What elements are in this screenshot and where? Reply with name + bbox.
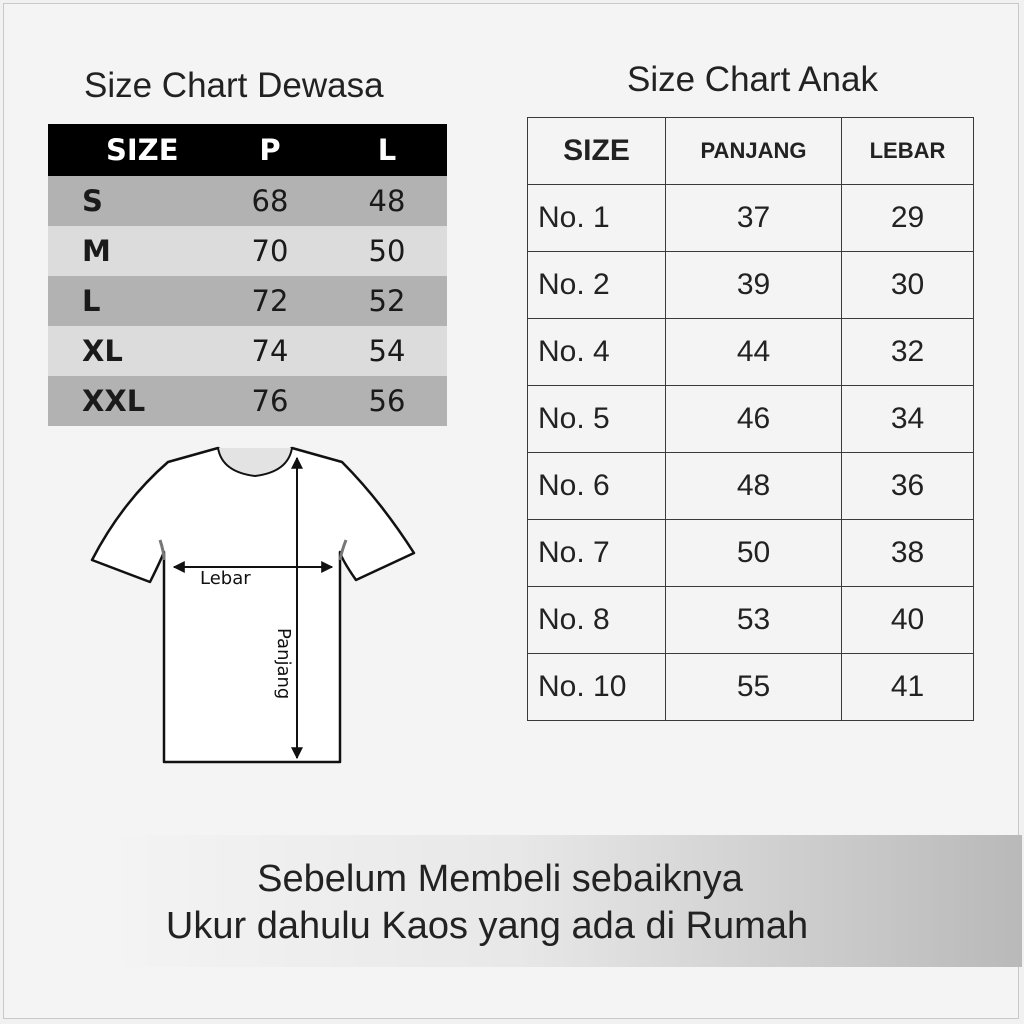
- tshirt-diagram: [80, 440, 430, 770]
- panjang-cell: 48: [666, 453, 842, 520]
- adult-table-header: [48, 124, 447, 176]
- adult-size-table: [48, 124, 447, 426]
- kids-table-header: [528, 118, 974, 185]
- size-cell: No. 8: [528, 587, 666, 654]
- table-row: [48, 376, 447, 426]
- lebar-cell: 40: [842, 587, 974, 654]
- p-cell: 68: [251, 184, 289, 218]
- lebar-cell: 41: [842, 654, 974, 721]
- header-panjang: PANJANG: [666, 118, 842, 185]
- panjang-cell: 53: [666, 587, 842, 654]
- header-l: L: [377, 133, 397, 167]
- table-row: [528, 654, 974, 721]
- l-cell: 54: [368, 334, 406, 368]
- size-cell: XXL: [82, 384, 146, 418]
- header-lebar: LEBAR: [842, 118, 974, 185]
- size-cell: No. 10: [528, 654, 666, 721]
- table-row: [528, 520, 974, 587]
- banner-line-2: Ukur dahulu Kaos yang ada di Rumah: [165, 905, 809, 947]
- lebar-cell: 36: [842, 453, 974, 520]
- l-cell: 50: [368, 234, 406, 268]
- lebar-cell: 30: [842, 252, 974, 319]
- size-cell: No. 5: [528, 386, 666, 453]
- header-p: P: [259, 133, 281, 167]
- size-cell: XL: [82, 334, 123, 368]
- kids-size-table: [527, 117, 974, 721]
- p-cell: 70: [251, 234, 289, 268]
- table-row: [528, 587, 974, 654]
- table-row: [48, 176, 447, 226]
- table-row: [528, 453, 974, 520]
- table-row: [48, 326, 447, 376]
- lebar-cell: 32: [842, 319, 974, 386]
- lebar-cell: 38: [842, 520, 974, 587]
- adult-chart-title: Size Chart Dewasa: [84, 66, 384, 105]
- l-cell: 48: [368, 184, 406, 218]
- lebar-cell: 29: [842, 185, 974, 252]
- tshirt-outline: [92, 448, 414, 762]
- panjang-cell: 44: [666, 319, 842, 386]
- size-cell: M: [82, 234, 111, 268]
- table-row: [48, 226, 447, 276]
- table-row: [528, 185, 974, 252]
- size-cell: No. 2: [528, 252, 666, 319]
- width-label: Lebar: [200, 568, 251, 589]
- p-cell: 76: [251, 384, 289, 418]
- size-cell: No. 4: [528, 319, 666, 386]
- table-row: [528, 252, 974, 319]
- panjang-cell: 39: [666, 252, 842, 319]
- p-cell: 72: [251, 284, 289, 318]
- size-cell: No. 7: [528, 520, 666, 587]
- size-cell: L: [82, 284, 101, 318]
- size-cell: No. 6: [528, 453, 666, 520]
- panjang-cell: 55: [666, 654, 842, 721]
- p-cell: 74: [251, 334, 289, 368]
- table-row: [528, 319, 974, 386]
- size-cell: No. 1: [528, 185, 666, 252]
- size-cell: S: [82, 184, 103, 218]
- lebar-cell: 34: [842, 386, 974, 453]
- panjang-cell: 46: [666, 386, 842, 453]
- table-row: [528, 386, 974, 453]
- banner-line-1: Sebelum Membeli sebaiknya: [257, 858, 743, 900]
- l-cell: 52: [368, 284, 406, 318]
- kids-chart-title: Size Chart Anak: [627, 60, 878, 99]
- panjang-cell: 37: [666, 185, 842, 252]
- table-row: [48, 276, 447, 326]
- header-size: SIZE: [106, 133, 179, 167]
- l-cell: 56: [368, 384, 406, 418]
- length-label: Panjang: [273, 628, 294, 700]
- header-size: SIZE: [528, 118, 666, 185]
- panjang-cell: 50: [666, 520, 842, 587]
